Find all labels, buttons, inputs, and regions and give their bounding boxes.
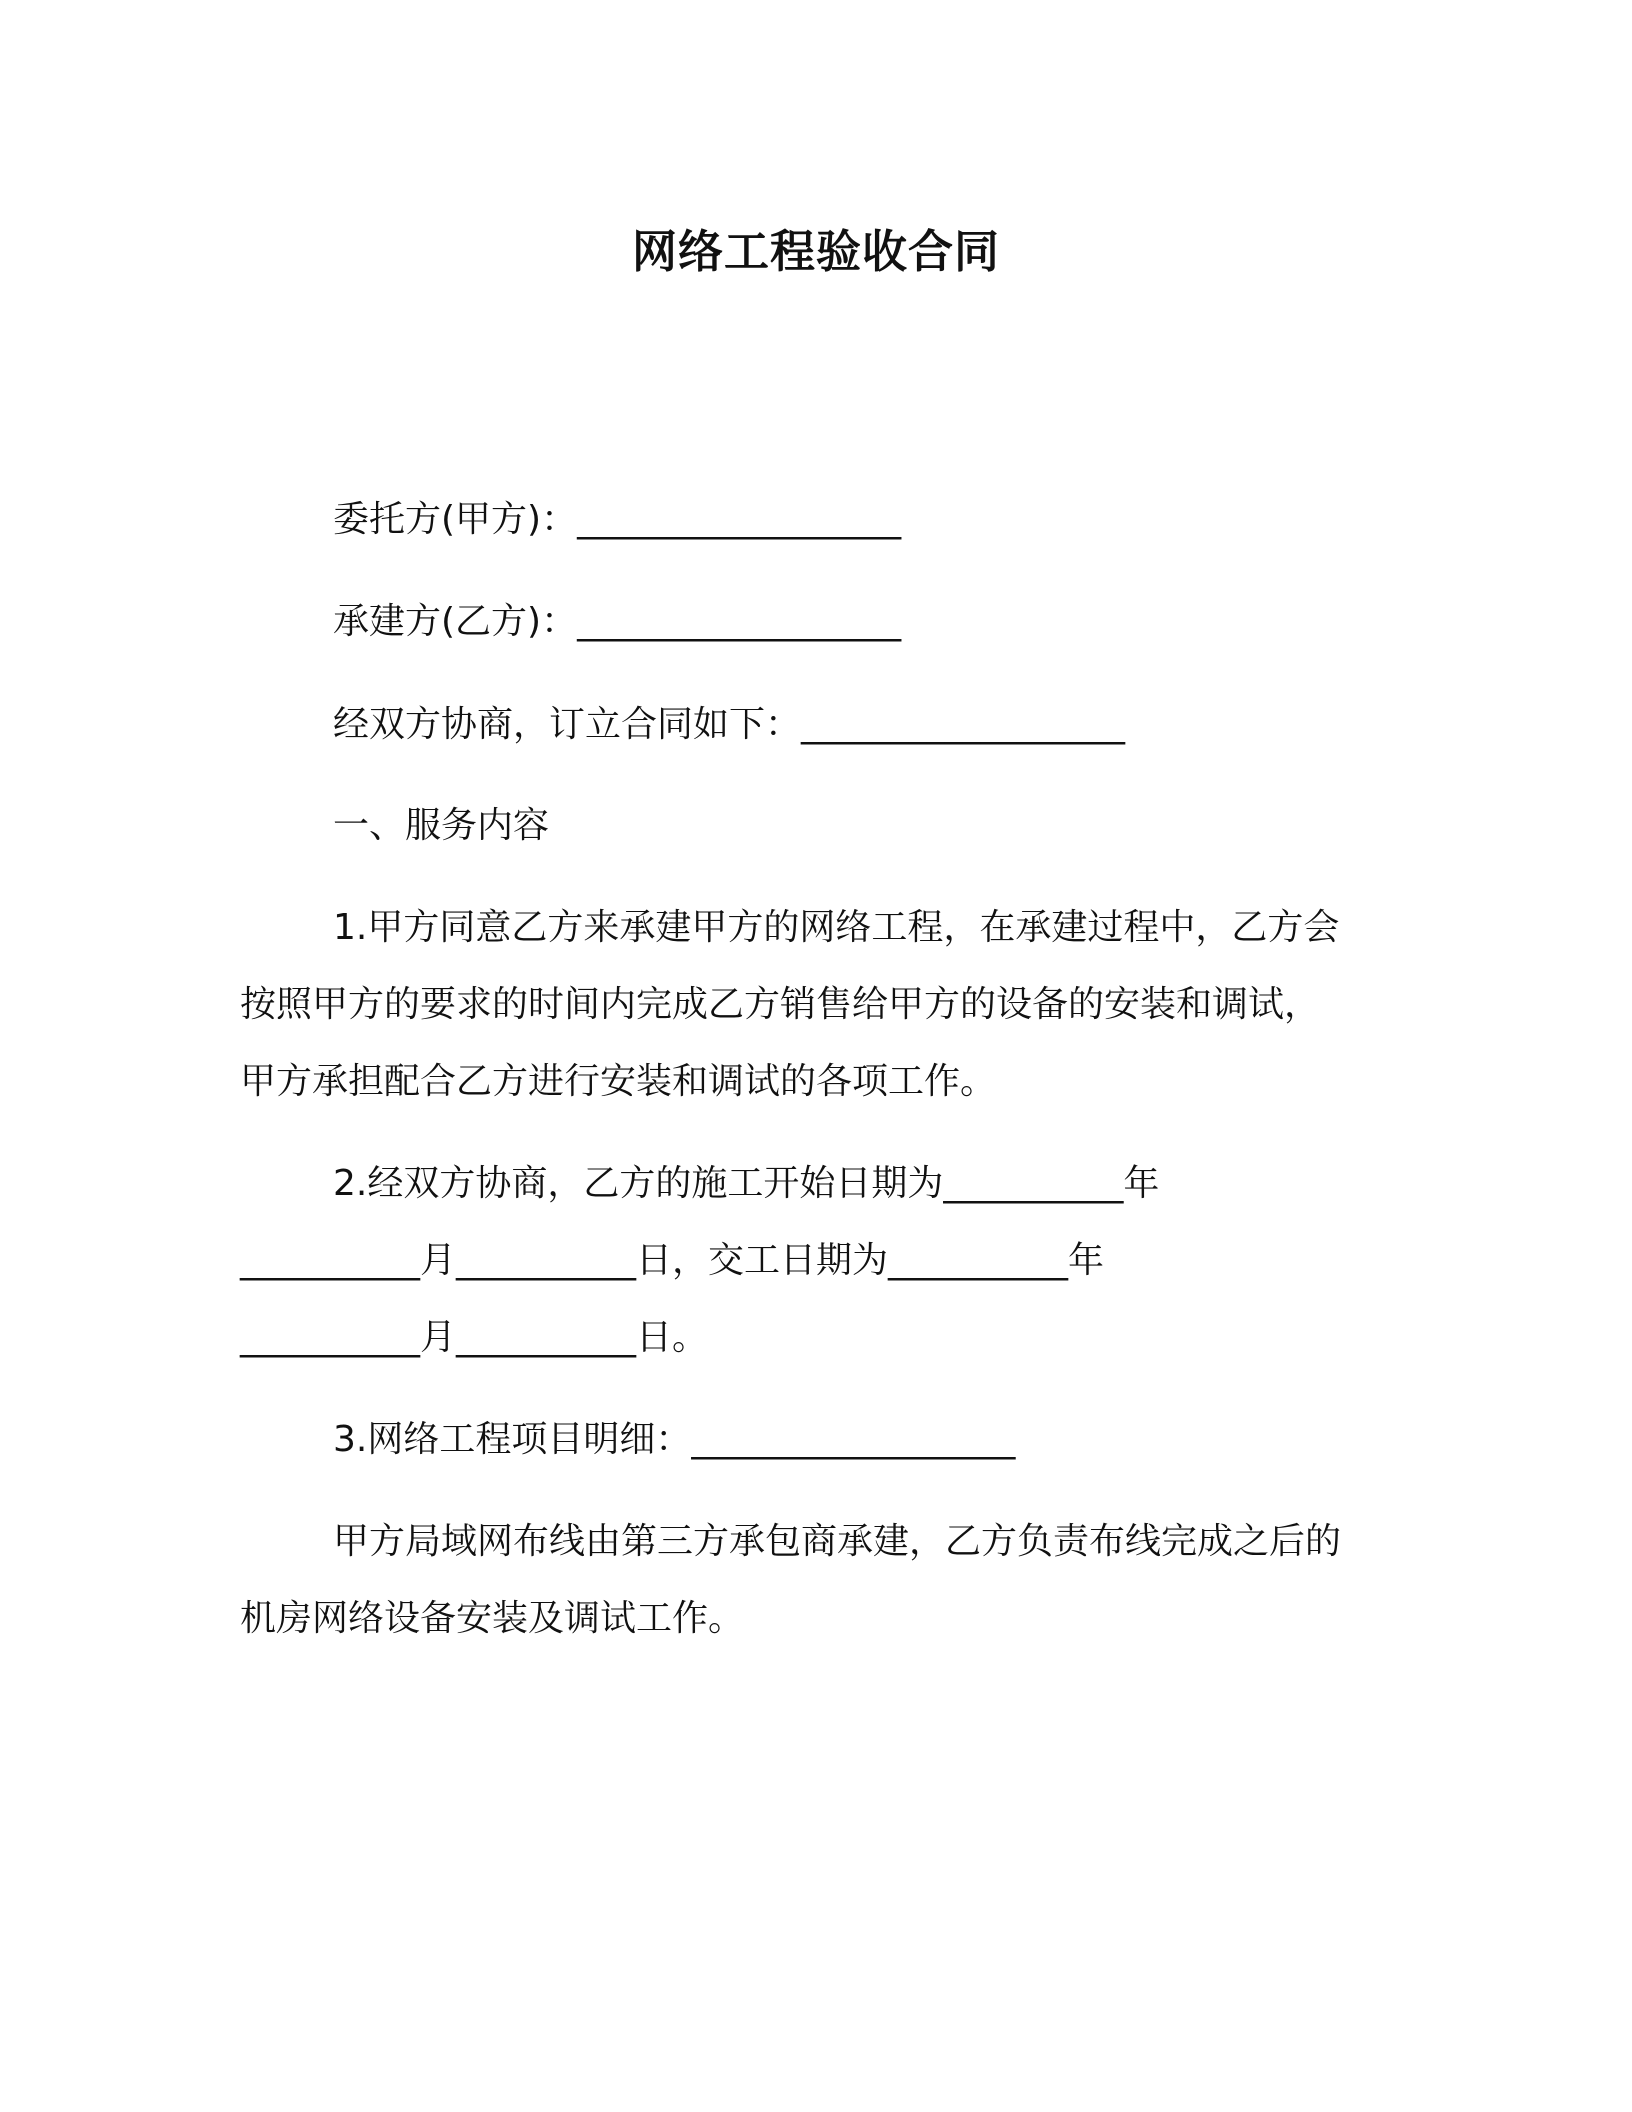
clause-3-detail-line-2: 机房网络设备安装及调试工作。 <box>240 1598 745 1639</box>
clause-1-line-1: 1.甲方同意乙方来承建甲方的网络工程，在承建过程中，乙方会 <box>333 907 1340 948</box>
agreement-intro-line: 经双方协商，订立合同如下：__________________ <box>333 704 1126 745</box>
document-title: 网络工程验收合同 <box>631 225 1000 278</box>
clause-3-line: 3.网络工程项目明细：__________________ <box>333 1419 1016 1460</box>
party-b-line: 承建方(乙方)：__________________ <box>333 601 902 642</box>
clause-2-line-1: 2.经双方协商，乙方的施工开始日期为__________年 <box>333 1163 1160 1204</box>
clause-2-line-2: __________月__________日，交工日期为__________年 <box>240 1240 1105 1281</box>
clause-1-line-2: 按照甲方的要求的时间内完成乙方销售给甲方的设备的安装和调试， <box>240 984 1321 1025</box>
clause-3-detail-line-1: 甲方局域网布线由第三方承包商承建，乙方负责布线完成之后的 <box>333 1521 1342 1562</box>
party-a-line: 委托方(甲方)：__________________ <box>333 499 902 540</box>
section-heading-service: 一、服务内容 <box>333 805 550 846</box>
clause-1-line-3: 甲方承担配合乙方进行安装和调试的各项工作。 <box>240 1061 997 1102</box>
clause-2-line-3: __________月__________日。 <box>240 1317 709 1358</box>
